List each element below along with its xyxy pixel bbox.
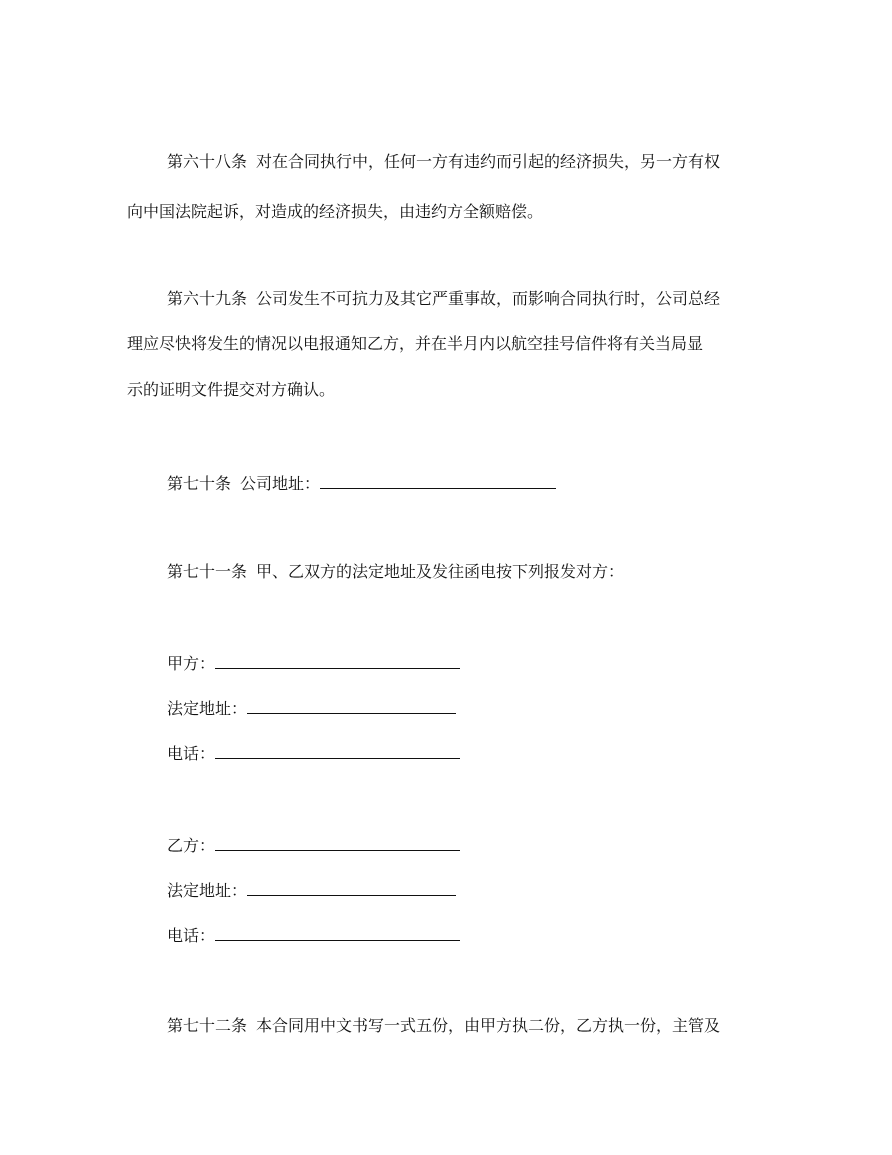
party-b-address-row [167, 879, 456, 901]
party-b-name-label: 乙方： [167, 836, 216, 855]
article-70-number: 第七十条 [167, 474, 232, 493]
party-b-address-label: 法定地址： [167, 881, 248, 900]
article-69-text-1: 公司发生不可抗力及其它严重事故，而影响合同执行时，公司总经 [256, 289, 721, 308]
party-b-phone-blank [215, 924, 460, 941]
article-68-text-1: 对在合同执行中，任何一方有违约而引起的经济损失，另一方有权 [256, 152, 721, 171]
company-address-label: 公司地址： [240, 474, 321, 493]
party-a-name-row [167, 652, 460, 674]
article-72-line-1 [167, 1016, 720, 1036]
article-72-number: 第七十二条 [167, 1016, 248, 1035]
article-70 [167, 472, 556, 494]
party-b-address-blank [247, 879, 456, 896]
article-68-line-2 [127, 202, 543, 222]
article-72-text-1: 本合同用中文书写一式五份，由甲方执二份，乙方执一份，主管及 [256, 1016, 721, 1035]
party-b-phone-label: 电话： [167, 926, 216, 945]
article-68-number: 第六十八条 [167, 152, 248, 171]
article-69-line-2 [127, 334, 703, 354]
article-69-text-3: 示的证明文件提交对方确认。 [127, 380, 336, 399]
article-71-number: 第七十一条 [167, 562, 248, 581]
party-a-address-row [167, 697, 456, 719]
party-a-phone-label: 电话： [167, 744, 216, 763]
party-a-phone-blank [215, 742, 460, 759]
article-69-line-1 [167, 289, 720, 309]
article-68-text-2: 向中国法院起诉，对造成的经济损失，由违约方全额赔偿。 [127, 202, 544, 221]
article-69-text-2: 理应尽快将发生的情况以电报通知乙方，并在半月内以航空挂号信件将有关当局显 [127, 334, 704, 353]
party-a-phone-row [167, 742, 460, 764]
party-a-name-blank [215, 652, 460, 669]
article-71-text: 甲、乙双方的法定地址及发往函电按下列报发对方： [256, 562, 625, 581]
article-69-number: 第六十九条 [167, 289, 248, 308]
article-71 [167, 562, 624, 582]
article-69-line-3 [127, 380, 335, 400]
party-b-phone-row [167, 924, 460, 946]
article-68-line-1 [167, 152, 720, 172]
party-a-name-label: 甲方： [167, 654, 216, 673]
party-a-address-blank [247, 697, 456, 714]
party-a-address-label: 法定地址： [167, 699, 248, 718]
party-b-name-blank [215, 834, 460, 851]
party-b-name-row [167, 834, 460, 856]
company-address-blank [320, 472, 556, 489]
